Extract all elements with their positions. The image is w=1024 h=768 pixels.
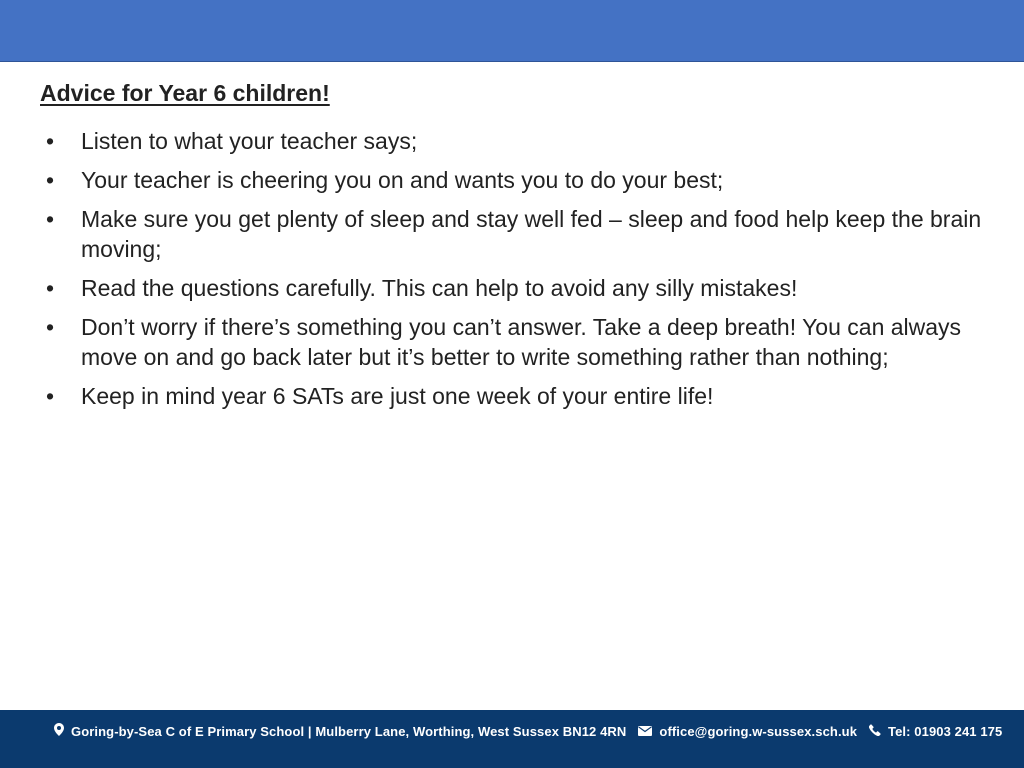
- page-title: Advice for Year 6 children!: [40, 80, 330, 106]
- school-address: Goring-by-Sea C of E Primary School | Mulberry Lane, Worthing, West Sussex BN12 4RN: [71, 723, 627, 739]
- list-item: [40, 273, 990, 303]
- bullet-marker: •: [46, 314, 55, 340]
- advice-list: [40, 126, 990, 420]
- email-link[interactable]: office@goring.w-sussex.sch.uk: [659, 723, 858, 739]
- list-item-text: Keep in mind year 6 SATs are just one week of your entire life!: [81, 383, 714, 409]
- footer-bar: [0, 710, 1024, 768]
- contact-line: [54, 720, 1002, 742]
- list-item-text: Don’t worry if there’s something you can’t answer. Take a deep breath! You can always move on and go back later but it’s better to write something rather than nothing;: [81, 314, 962, 370]
- list-item-text: Your teacher is cheering you on and wants you to do your best;: [81, 167, 724, 193]
- phone-number: Tel: 01903 241 175: [888, 723, 1003, 739]
- list-item: [40, 312, 990, 372]
- envelope-icon: [638, 724, 652, 739]
- list-item: [40, 165, 990, 195]
- list-item-text: Read the questions carefully. This can help to avoid any silly mistakes!: [81, 275, 798, 301]
- list-item: [40, 381, 990, 411]
- bullet-marker: •: [46, 206, 55, 232]
- list-item: [40, 204, 990, 264]
- list-item: [40, 126, 990, 156]
- bullet-marker: •: [46, 275, 55, 301]
- location-pin-icon: [54, 723, 64, 739]
- list-item-text: Listen to what your teacher says;: [81, 128, 418, 154]
- list-item-text: Make sure you get plenty of sleep and stay well fed – sleep and food help keep the brain moving;: [81, 206, 982, 262]
- bullet-marker: •: [46, 167, 55, 193]
- header-bar: [0, 0, 1024, 62]
- phone-icon: [869, 724, 881, 739]
- bullet-marker: •: [46, 128, 55, 154]
- bullet-marker: •: [46, 383, 55, 409]
